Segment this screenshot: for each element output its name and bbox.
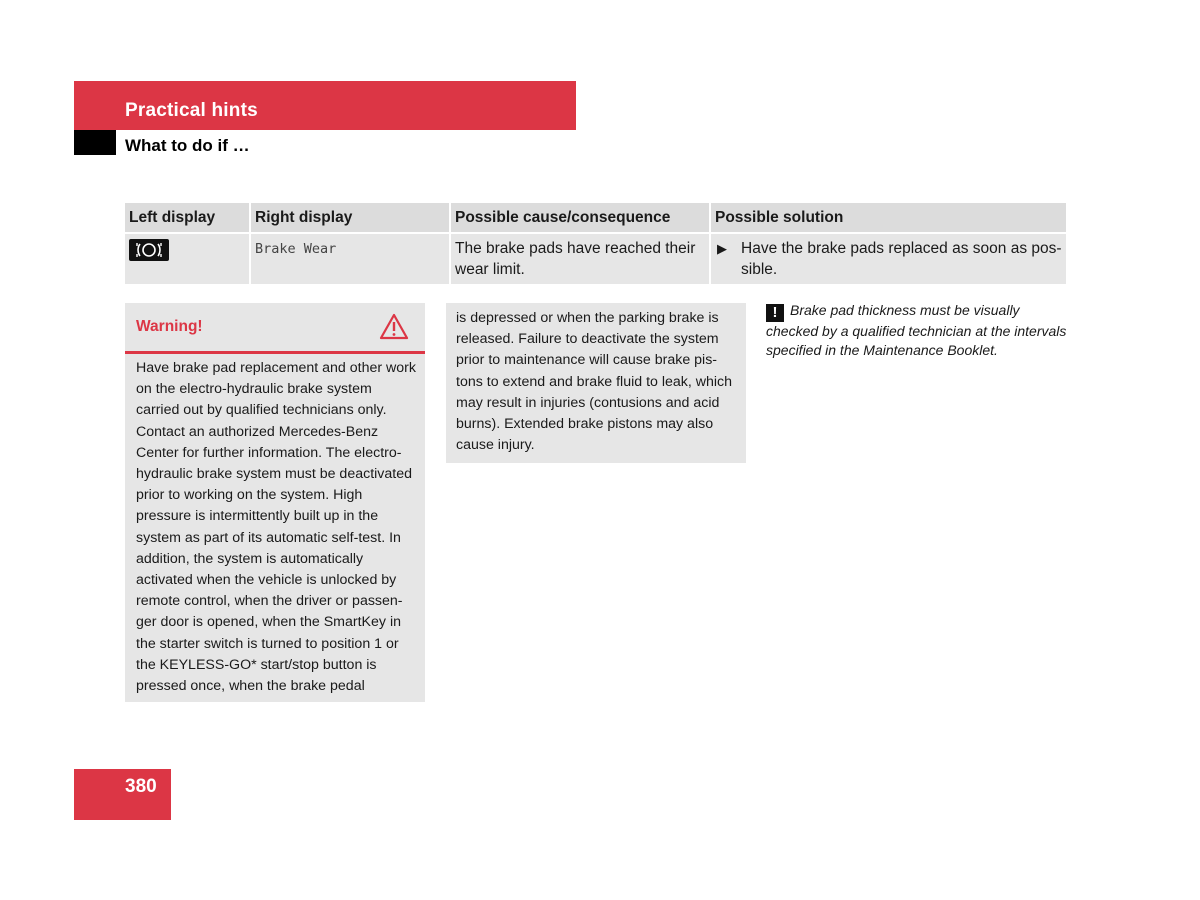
warning-continued-box (446, 303, 746, 463)
exclamation-icon: ! (766, 304, 784, 322)
warning-header (125, 303, 425, 354)
solution-item (715, 238, 1062, 280)
table-row (125, 233, 1066, 284)
note (766, 301, 1071, 360)
header-right-display: Right display (250, 203, 450, 233)
note-text: Brake pad thickness must be visually checked by a qualified technician at the intervals specified in the Maintenance Booklet. (766, 302, 1067, 358)
warning-text: Have brake pad replacement and other work on the electro-hydraulic brake system carried out by qualified technicians only. Contact an authorized Mercedes-Benz Center for further information. The electro-hydraulic brake system must be deactivated prior to working on the system. High pressure is intermittently built up in the system as part of its automatic self-test. In addition, the system is automatically activated when the vehicle is unlocked by remote control, when the driver or passen-ger door is opened, when the SmartKey in the starter switch is turned to position 1 or the KEYLESS-GO* start/stop button is pressed once, when the brake pedal (136, 360, 416, 695)
warning-continued-text: is depressed or when the parking brake is released. Failure to deactivate the system prior to maintenance will cause brake pis-tons to extend and brake fluid to leak, which may result in injuries (contusions and acid burns). Extended brake pistons may also cause injury. (456, 310, 733, 454)
right-display-text: Brake Wear (255, 241, 337, 257)
page-number: 380 (125, 776, 157, 797)
section-subtitle: What to do if … (125, 136, 250, 155)
bullet-arrow-icon: ▶ (717, 241, 727, 256)
table-header-row (125, 203, 1066, 233)
header-cause: Possible cause/consequence (450, 203, 710, 233)
section-marker (74, 130, 116, 155)
display-message-table (125, 203, 1066, 284)
warning-box (125, 303, 425, 702)
page-number-box (74, 769, 171, 820)
section-title: Practical hints (125, 100, 258, 121)
brake-wear-icon (129, 239, 169, 261)
warning-label: Warning! (136, 318, 203, 335)
cell-right-display (250, 233, 450, 284)
header-solution: Possible solution (710, 203, 1066, 233)
cell-solution (710, 233, 1066, 284)
cell-left-display (125, 233, 250, 284)
header-left-display: Left display (125, 203, 250, 233)
cell-cause: The brake pads have reached their wear limit. (450, 233, 710, 284)
warning-triangle-icon (379, 313, 409, 345)
solution-text: Have the brake pads replaced as soon as pos-sible. (741, 240, 1062, 278)
